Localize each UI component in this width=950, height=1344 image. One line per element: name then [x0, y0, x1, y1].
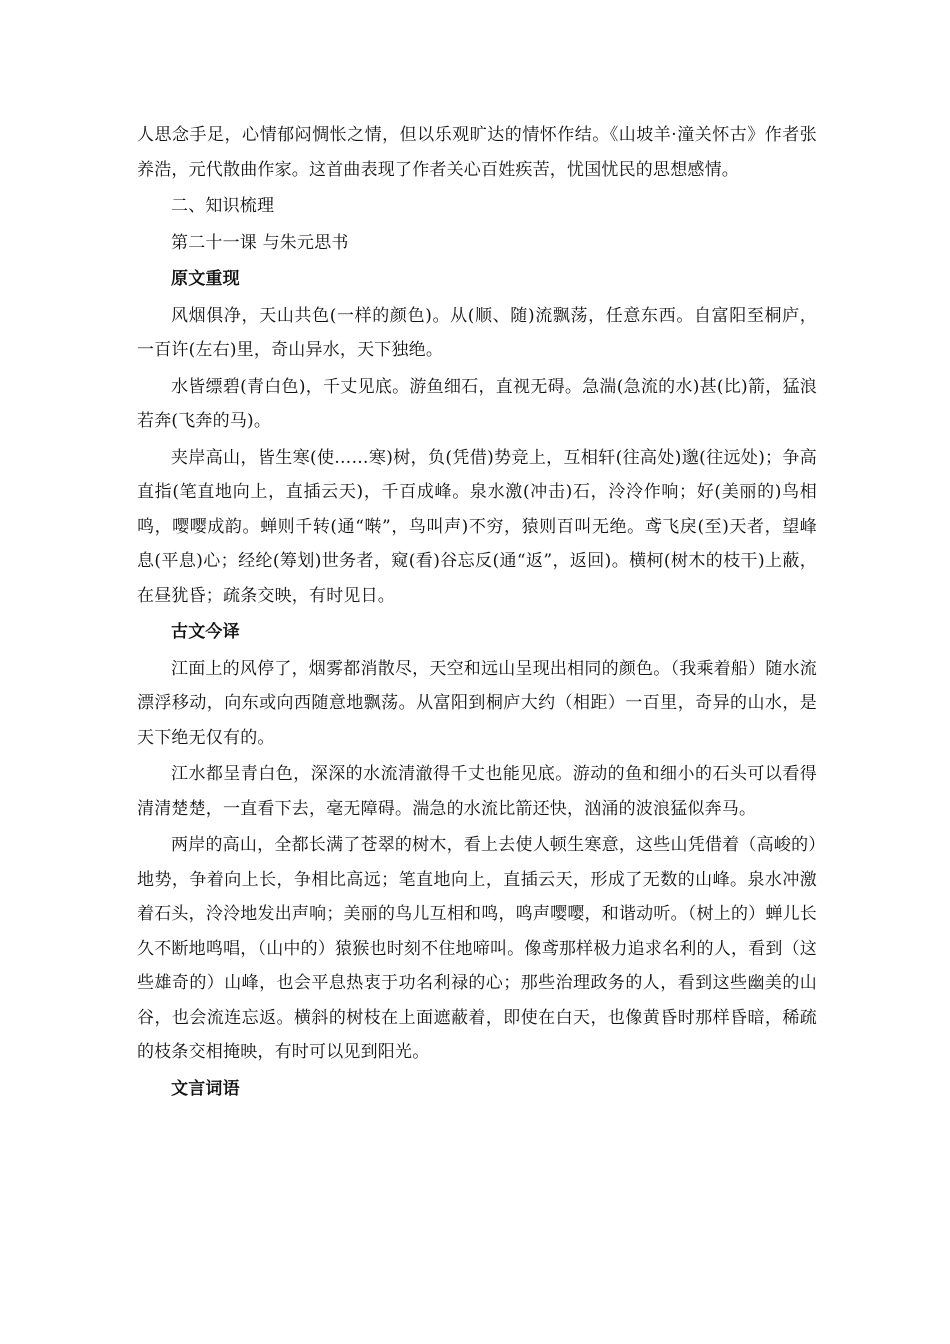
document-body	[137, 118, 817, 1106]
paragraph-original-1: 风烟俱净，天山共色(一样的颜色)。从(顺、随)流飘荡，任意东西。自富阳至桐庐，一百许(左右)里，奇山异水，天下独绝。	[137, 305, 817, 360]
lesson-title: 第二十一课 与朱元思书	[171, 232, 349, 253]
subheading-translation: 古文今译	[171, 622, 240, 642]
paragraph-translation-3: 两岸的高山，全都长满了苍翠的树木，看上去使人顿生寒意，这些山凭借着（高峻的）地势，争着向上长，争相比高远；笔直地向上，直插云天，形成了无数的山峰。泉水冲激着石头，泠泠地发出声响；美丽的鸟儿互相和鸣，鸣声嘤嘤，和谐动听。（树上的）蝉儿长久不断地鸣唱，（山中的）猿猴也时刻不住地啼叫。像鸢那样极力追求名利的人，看到（这些雄奇的）山峰，也会平息热衷于功名利禄的心；那些治理政务的人，看到这些幽美的山谷，也会流连忘返。横斜的树枝在上面遮蔽着，即使在白天，也像黄昏时那样昏暗，稀疏的枝条交相掩映，有时可以见到阳光。	[137, 835, 817, 1062]
paragraph-original-3: 夹岸高山，皆生寒(使……寒)树，负(凭借)势竞上，互相轩(往高处)邈(往远处)；争高直指(笔直地向上，直插云天)，千百成峰。泉水激(冲击)石，泠泠作响；好(美丽的)鸟相鸣，嘤嘤成韵。蝉则千转(通“啭”，鸟叫声)不穷，猿则百叫无绝。鸢飞戾(至)天者，望峰息(平息)心；经纶(筹划)世务者，窥(看)谷忘反(通“返”，返回)。横柯(树木的枝干)上蔽，在昼犹昏；疏条交映，有时见日。	[137, 447, 817, 606]
paragraph-translation-1: 江面上的风停了，烟雾都消散尽，天空和远山呈现出相同的颜色。（我乘着船）随水流漂浮移动，向东或向西随意地飘荡。从富阳到桐庐大约（相距）一百里，奇异的山水，是天下绝无仅有的。	[137, 658, 817, 748]
paragraph-intro-continuation: 人思念手足，心情郁闷惆怅之情，但以乐观旷达的情怀作结。《山坡羊·潼关怀古》作者张养浩，元代散曲作家。这首曲表现了作者关心百姓疾苦，忧国忧民的思想感情。	[137, 125, 817, 180]
paragraph-translation-2: 江水都呈青白色，深深的水流清澈得千丈也能见底。游动的鱼和细小的石头可以看得清清楚楚，一直看下去，毫无障碍。湍急的水流比箭还快，汹涌的波浪猛似奔马。	[137, 764, 817, 819]
subheading-original-text: 原文重现	[171, 269, 240, 289]
paragraph-original-2: 水皆缥碧(青白色)，千丈见底。游鱼细石，直视无碍。急湍(急流的水)甚(比)箭，猛浪若奔(飞奔的马)。	[137, 376, 817, 431]
section-heading-knowledge: 二、知识梳理	[171, 196, 275, 216]
subheading-vocabulary: 文言词语	[171, 1078, 240, 1099]
